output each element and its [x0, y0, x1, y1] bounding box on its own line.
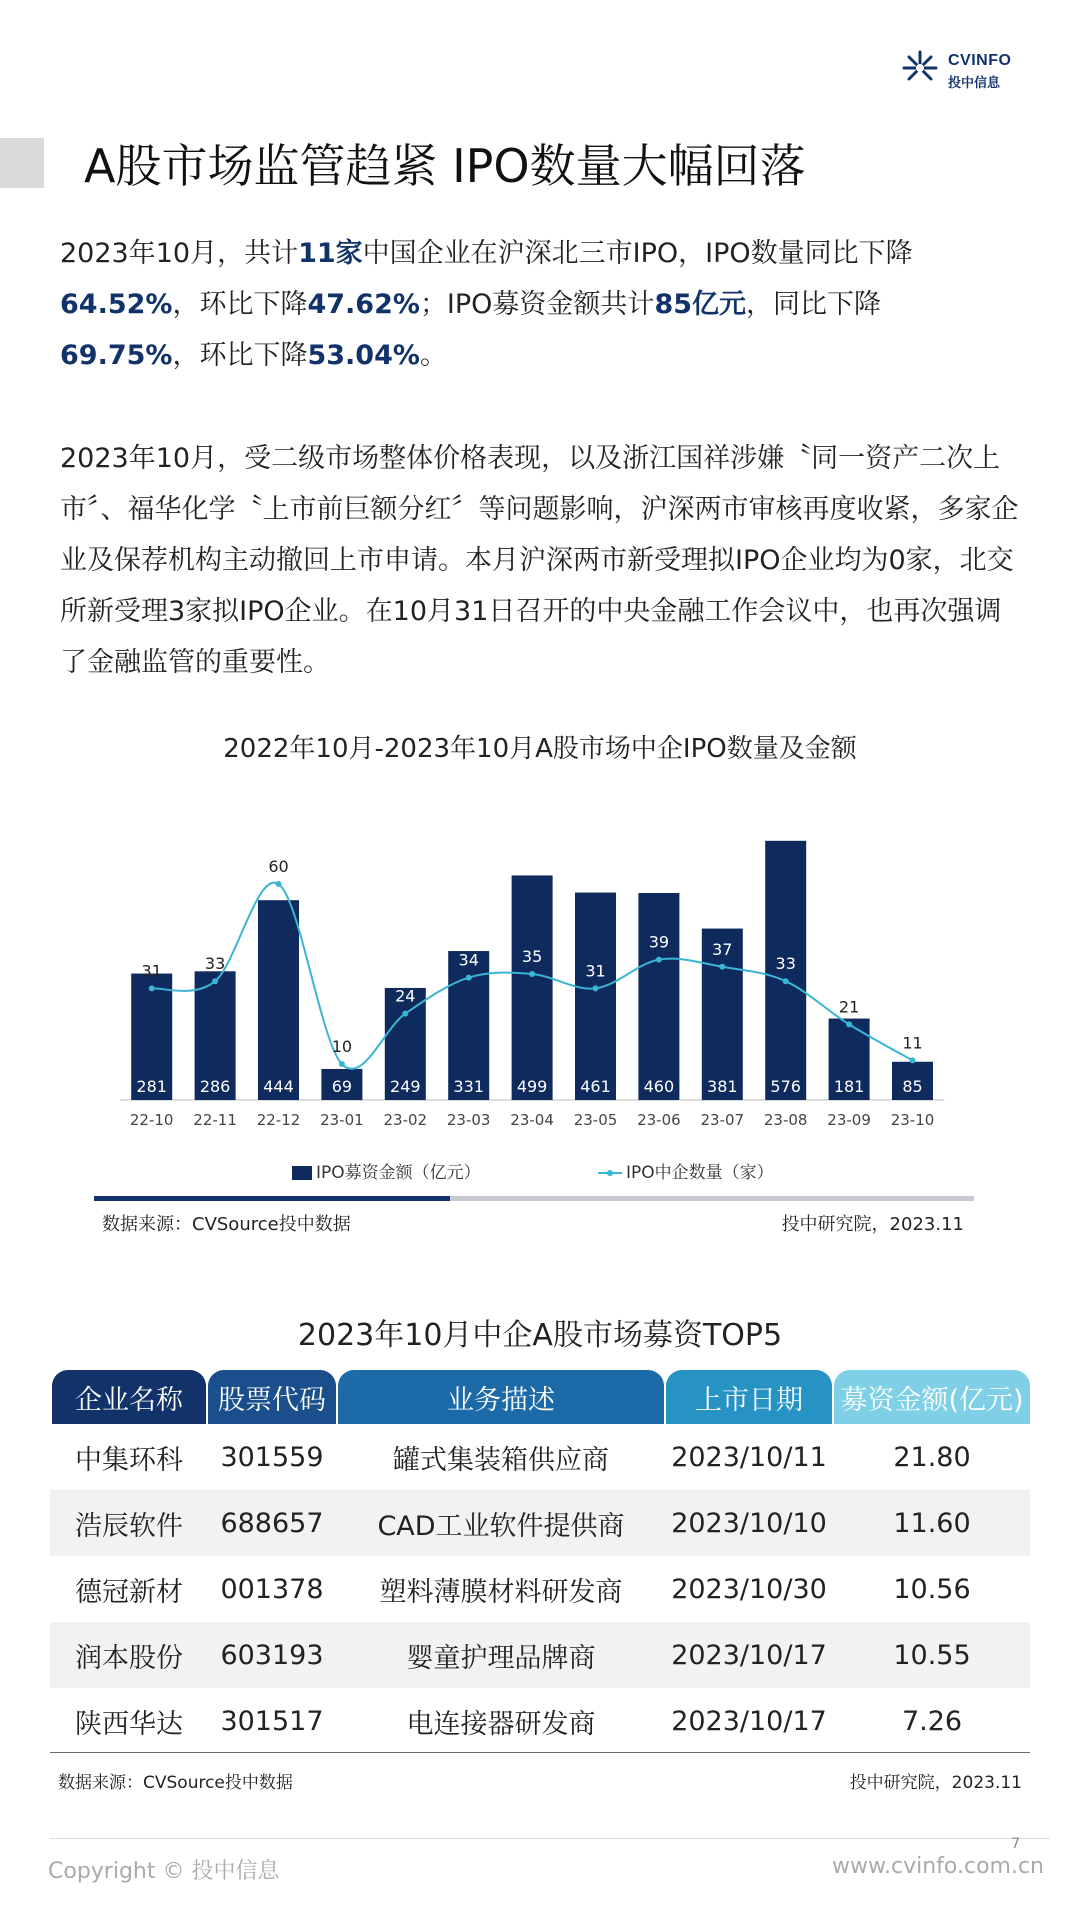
x-tick-label: 22-11 [193, 1111, 237, 1129]
bar [575, 893, 616, 1100]
summary-paragraph [60, 228, 1020, 381]
line-point [466, 975, 472, 981]
cell-business: 婴童护理品牌商 [406, 1642, 596, 1674]
line-point [339, 1061, 345, 1067]
bar-value-label: 249 [390, 1077, 421, 1096]
table-row [50, 1556, 1030, 1622]
cell-business: 罐式集装箱供应商 [393, 1444, 609, 1476]
header-company: 企业名称 [52, 1370, 206, 1424]
x-tick-label: 23-01 [320, 1111, 364, 1129]
chart-source: 数据来源：CVSource投中数据 [102, 1214, 351, 1235]
table-row [50, 1490, 1030, 1556]
cell-business: 塑料薄膜材料研发商 [379, 1576, 623, 1608]
table-row [50, 1424, 1030, 1490]
bar-value-label: 281 [136, 1077, 167, 1096]
line-point [593, 985, 599, 991]
line-point [783, 978, 789, 984]
line-value-label: 31 [585, 961, 606, 981]
legend-bar [292, 1158, 481, 1183]
cell-amount: 7.26 [901, 1705, 963, 1737]
x-tick-label: 23-02 [383, 1111, 428, 1129]
line-point [149, 985, 155, 991]
highlight-mom-count: 47.62% [307, 289, 420, 320]
cell-listing-date: 2023/10/10 [671, 1507, 827, 1539]
bar-value-label: 331 [453, 1077, 484, 1096]
line-value-label: 24 [395, 986, 416, 1006]
x-tick-label: 23-08 [763, 1111, 808, 1129]
header-business: 业务描述 [338, 1370, 664, 1424]
cell-listing-date: 2023/10/30 [671, 1573, 827, 1605]
highlight-yoy-count: 64.52% [60, 289, 173, 320]
text-run: ，同比下降 [746, 289, 882, 320]
bar-value-label: 286 [199, 1077, 231, 1096]
table-credit: 投中研究院，2023.11 [849, 1773, 1022, 1793]
header-amount: 募资金额(亿元) [834, 1370, 1030, 1424]
legend-line [598, 1158, 774, 1183]
text-run: 中国企业在沪深北三市IPO，IPO数量同比下降 [362, 238, 913, 269]
bar-value-label: 499 [516, 1077, 548, 1096]
x-tick-label: 22-12 [256, 1111, 301, 1129]
line-point [846, 1021, 852, 1027]
x-tick-label: 22-10 [129, 1111, 174, 1129]
header-listing-date: 上市日期 [666, 1370, 832, 1424]
copyright: Copyright © 投中信息 [48, 1859, 280, 1884]
page-number: 7 [1011, 1836, 1020, 1852]
x-tick-label: 23-09 [827, 1111, 871, 1129]
cell-business: CAD工业软件提供商 [377, 1510, 625, 1542]
text-run: ，环比下降 [172, 289, 308, 320]
bar-value-label: 69 [331, 1077, 353, 1096]
cell-business: 电连接器研发商 [406, 1708, 596, 1740]
line-point [529, 971, 535, 977]
cell-company: 德冠新材 [75, 1576, 183, 1608]
highlight-amount: 85亿元 [654, 289, 747, 320]
cell-stock-code: 301517 [220, 1705, 324, 1737]
highlight-yoy-amount: 69.75% [60, 340, 173, 371]
cell-company: 浩辰软件 [75, 1510, 183, 1542]
bar-value-label: 461 [580, 1077, 611, 1096]
cell-listing-date: 2023/10/11 [671, 1441, 827, 1473]
legend-bar-swatch [292, 1166, 312, 1180]
cell-stock-code: 001378 [220, 1573, 324, 1605]
bar [258, 900, 299, 1100]
line-value-label: 60 [268, 857, 289, 876]
line-value-label: 34 [458, 950, 479, 970]
line-value-label: 31 [141, 961, 162, 981]
brand-sub: 投中信息 [948, 76, 1001, 91]
bar-value-label: 444 [263, 1077, 294, 1096]
line-value-label: 37 [712, 939, 733, 959]
highlight-mom-amount: 53.04% [307, 340, 420, 371]
bar-value-label: 576 [770, 1077, 801, 1096]
line-value-label: 10 [331, 1037, 353, 1056]
table-row [50, 1622, 1030, 1688]
cell-stock-code: 301559 [220, 1441, 324, 1473]
cell-amount: 10.56 [893, 1573, 971, 1605]
line-value-label: 35 [521, 947, 543, 966]
header-stock-code: 股票代码 [208, 1370, 336, 1424]
ipo-combo-chart [120, 820, 960, 1140]
website-link[interactable]: www.cvinfo.com.cn [832, 1854, 1044, 1879]
bar-value-label: 460 [643, 1077, 675, 1096]
text-run: ，环比下降 [172, 340, 308, 371]
line-point [212, 978, 218, 984]
bar-value-label: 181 [833, 1077, 865, 1096]
title-accent-bar [0, 138, 44, 188]
cell-amount: 10.55 [893, 1639, 971, 1671]
line-value-label: 33 [204, 954, 226, 974]
legend-bar-label: IPO募资金额（亿元） [316, 1163, 481, 1183]
x-tick-label: 23-05 [573, 1111, 618, 1129]
text-run: ；IPO募资金额共计 [419, 289, 655, 320]
x-tick-label: 23-07 [700, 1111, 745, 1129]
cell-amount: 11.60 [893, 1507, 971, 1539]
x-tick-label: 23-06 [637, 1111, 681, 1129]
scroll-progress-fill [94, 1196, 450, 1201]
line-value-label: 33 [775, 954, 796, 974]
table-title: 2023年10月中企A股市场募资TOP5 [297, 1318, 783, 1353]
x-tick-label: 23-04 [510, 1111, 554, 1129]
cell-stock-code: 603193 [220, 1639, 324, 1671]
legend-line-label: IPO中企数量（家） [626, 1163, 774, 1183]
cell-company: 润本股份 [75, 1642, 183, 1674]
x-tick-label: 23-03 [446, 1111, 491, 1129]
table-bottom-rule [50, 1752, 1030, 1753]
text-run: 。 [419, 340, 447, 371]
line-point [656, 957, 662, 963]
page-title: A股市场监管趋紧 IPO数量大幅回落 [84, 139, 806, 193]
cell-stock-code: 688657 [220, 1507, 324, 1539]
cell-listing-date: 2023/10/17 [671, 1705, 827, 1737]
bar [638, 893, 679, 1100]
highlight-count: 11家 [298, 238, 363, 269]
line-point [910, 1057, 916, 1063]
footer-divider [50, 1838, 1050, 1839]
cell-company: 中集环科 [75, 1444, 183, 1476]
scroll-progress-bar [94, 1196, 974, 1201]
line-value-label: 21 [838, 997, 860, 1017]
cell-amount: 21.80 [893, 1441, 971, 1473]
brand-name: CVINFO [948, 52, 1012, 69]
text-run: 2023年10月，共计 [60, 238, 299, 269]
chart-credit: 投中研究院，2023.11 [781, 1214, 964, 1235]
legend-line-swatch [598, 1172, 622, 1174]
bar-value-label: 381 [707, 1077, 738, 1096]
cell-company: 陕西华达 [75, 1708, 183, 1740]
line-point [719, 964, 725, 970]
line-point [402, 1011, 408, 1017]
chart-title: 2022年10月-2023年10月A股市场中企IPO数量及金额 [223, 734, 857, 764]
line-value-label: 39 [648, 932, 670, 952]
x-tick-label: 23-10 [890, 1111, 935, 1129]
analysis-paragraph: 2023年10月，受二级市场整体价格表现，以及浙江国祥涉嫌〝同一资产二次上市〞、福华化学〝上市前巨额分红〞等问题影响，沪深两市审核再度收紧，多家企业及保荐机构主动撤回上市申请。本月沪深两市新受理拟IPO企业均为0家，北交所新受理3家拟IPO企业。在10月31日召开的中央金融工作会议中，也再次强调了金融监管的重要性。 [60, 443, 1019, 678]
line-value-label: 11 [902, 1033, 923, 1053]
cell-listing-date: 2023/10/17 [671, 1639, 827, 1671]
bar [512, 875, 553, 1100]
line-point [276, 881, 282, 887]
table-source: 数据来源：CVSource投中数据 [58, 1773, 293, 1793]
table-row [50, 1688, 1030, 1754]
bar-value-label: 85 [902, 1077, 923, 1096]
